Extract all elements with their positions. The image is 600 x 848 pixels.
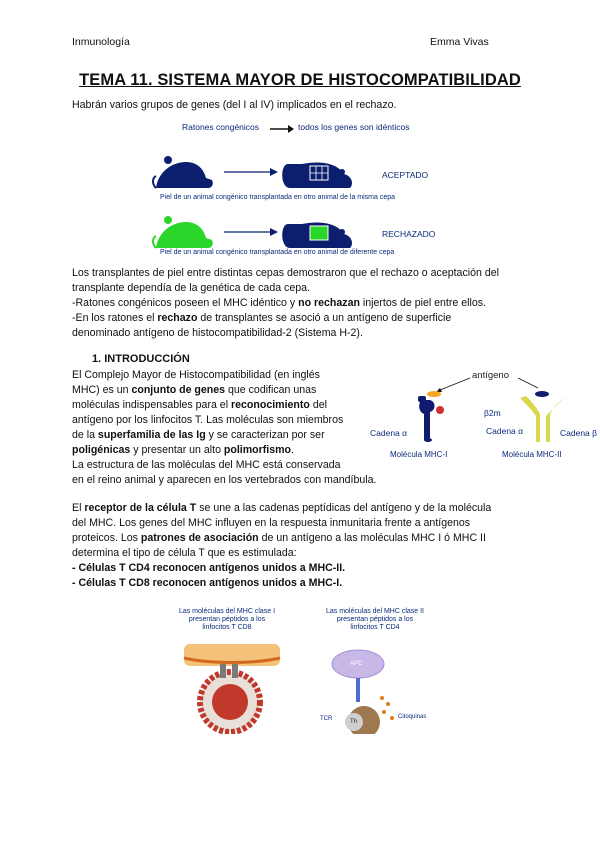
recipient-mouse-icon	[282, 162, 352, 188]
mhc1-molecule-icon	[418, 391, 444, 442]
green-donor-mouse-icon	[153, 216, 213, 248]
rejected-label: RECHAZADO	[382, 229, 436, 239]
fig1-caption1: Piel de un animal congénico transplantada en otro animal de la misma cepa	[160, 194, 396, 201]
page-title: TEMA 11. SISTEMA MAYOR DE HISTOCOMPATIBILIDAD	[79, 71, 521, 89]
header-author: Emma Vivas	[430, 36, 489, 48]
apc-label: APC	[350, 661, 363, 667]
fig1-header-right: todos los genes son idénticos	[298, 122, 410, 132]
donor-mouse-icon	[153, 156, 213, 188]
intro-line: Habrán varios grupos de genes (del I al IV) implicados en el rechazo.	[72, 99, 397, 111]
fig3-left-title: Las moléculas del MHC clase I presentan péptidos a los linfocitos T CD8	[178, 608, 276, 631]
tcr-label: TCR	[320, 716, 333, 722]
chain-alpha-mhc1-label: Cadena α	[370, 428, 408, 438]
cd8-interaction-icon	[184, 644, 280, 732]
th-label: Th	[350, 719, 358, 725]
antigen-presentation-figure	[170, 604, 440, 734]
cd4-interaction-icon	[332, 650, 394, 734]
paragraph-tcell-receptor: El receptor de la célula T se une a las cadenas peptídicas del antígeno y de la molécula del MHC. Los genes del MHC influyen en la respuesta inmunitaria frente a antígenos proteicos. Los patrones de asociación de un antígeno a las moléculas MHC I ó MHC II determina el tipo de célula T que es estimulada: - Células T CD4 reconocen antígenos unidos a MHC-II. - Células T CD8 reconocen antígenos unidos a MHC-I.	[72, 502, 492, 589]
mhc1-caption: Molécula MHC-I	[390, 450, 448, 459]
chain-alpha-mhc2-label: Cadena α	[486, 426, 524, 436]
mhc-molecules-figure	[370, 368, 600, 468]
arrow-icon	[270, 125, 294, 133]
b2m-label: β2m	[484, 408, 501, 418]
chain-beta-label: Cadena β	[560, 428, 598, 438]
fig1-header-left: Ratones congénicos	[182, 122, 260, 132]
accepted-label: ACEPTADO	[382, 170, 429, 180]
header-subject: Inmunología	[72, 36, 130, 48]
mouse-row-rejected	[152, 210, 412, 254]
congenic-mice-figure	[150, 118, 460, 258]
section-heading-introduccion: 1. INTRODUCCIÓN	[92, 353, 190, 365]
citoquinas-label: Citoquinas	[398, 714, 427, 720]
fig3-right-title: Las moléculas del MHC clase II presentan péptidos a los linfocitos T CD4	[325, 608, 425, 631]
paragraph-introduccion: El Complejo Mayor de Histocompatibilidad (en inglés MHC) es un conjunto de genes que codifican unas moléculas indispensables para el reconocimiento del antígeno por los linfocitos T. Las moléculas son miembros de la superfamilia de las Ig y se caracterizan por ser poligénicas y presentar un alto polimorfismo. La estructura de las moléculas del MHC está conservada en el reino animal y aparecen en los vertebrados con mandíbula.	[72, 369, 377, 486]
antigen-label: antígeno	[472, 370, 509, 381]
mouse-row-accepted	[152, 150, 412, 194]
paragraph-transplants: Los transplantes de piel entre distintas cepas demostraron que el rechazo o aceptación del transplante dependía de la genética de cada cepa. -Ratones congénicos poseen el MHC idéntico y no rechazan injertos de piel entre ellos. -En los ratones el rechazo de transplantes se asoció a un antígeno de superficie denominado antígeno de histocompatibilidad-2 (Sistema H-2).	[72, 267, 499, 339]
fig1-caption2: Piel de un animal congénico transplantada en otro animal de diferente cepa	[160, 249, 395, 256]
mhc2-caption: Molécula MHC-II	[502, 450, 562, 459]
recipient-mouse-graft-icon	[282, 222, 352, 248]
